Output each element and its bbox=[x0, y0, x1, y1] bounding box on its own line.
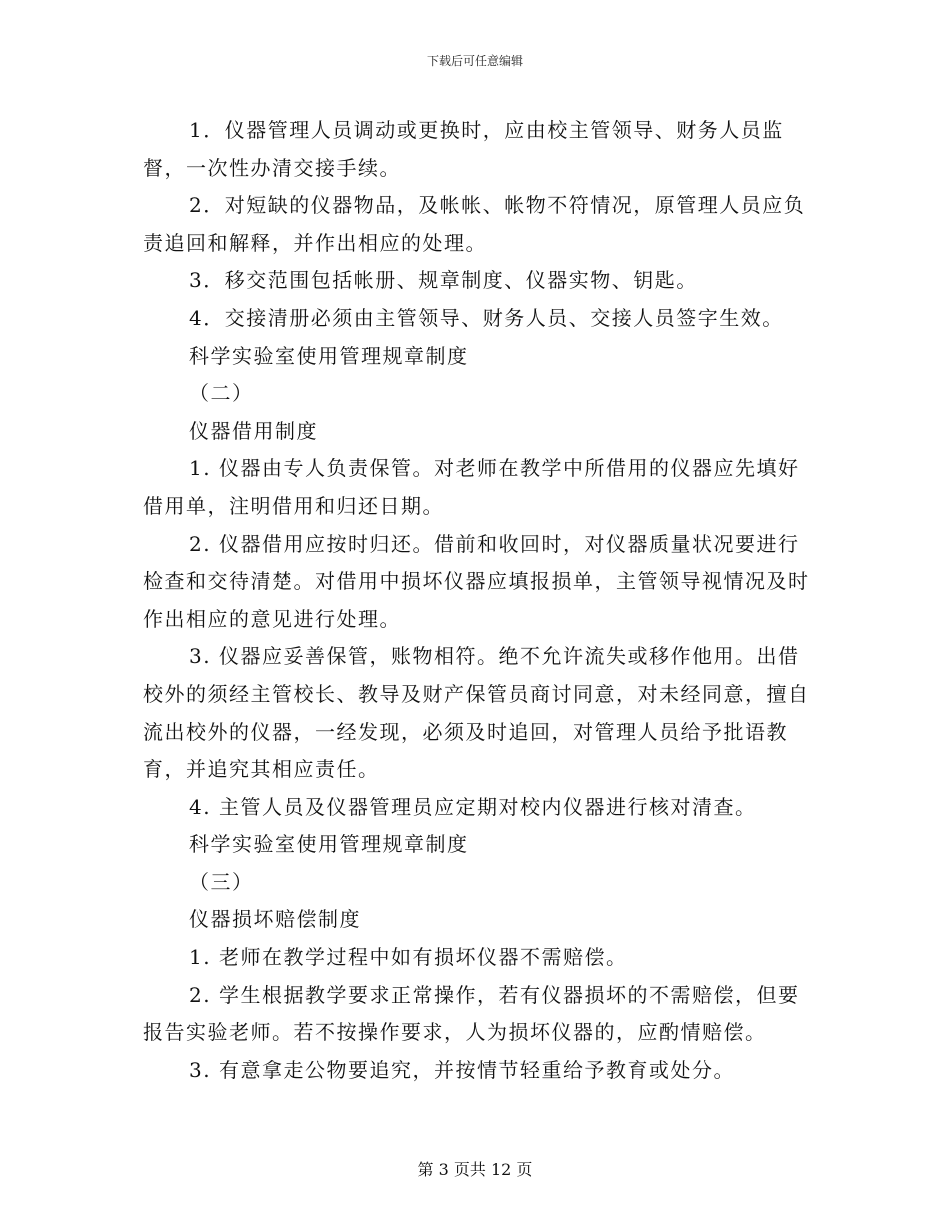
damage-item-2: 2. 学生根据教学要求正常操作，若有仪器损坏的不需赔偿，但要报告实验老师。若不按操作要求，人为损坏仪器的，应酌情赔偿。 bbox=[143, 982, 800, 1045]
section-two-subtitle: 仪器借用制度 bbox=[189, 418, 318, 443]
section-three-title: 科学实验室使用管理规章制度 bbox=[189, 832, 469, 857]
handover-item-3: 3．移交范围包括帐册、规章制度、仪器实物、钥匙。 bbox=[189, 268, 698, 293]
borrow-item-1: 1. 仪器由专人负责保管。对老师在教学中所借用的仪器应先填好借用单，注明借用和归还日期。 bbox=[143, 456, 800, 518]
borrow-item-3: 3. 仪器应妥善保管，账物相符。绝不允许流失或移作他用。出借校外的须经主管校长、教导及财产保管员商讨同意，对未经同意，擅自流出校外的仪器，一经发现，必须及时追回，对管理人员给予批语教育，并追究其相应责任。 bbox=[143, 644, 810, 782]
page-header-note: 下载后可任意编辑 bbox=[426, 54, 523, 68]
section-two-number: （二） bbox=[189, 381, 254, 406]
damage-item-3: 3. 有意拿走公物要追究，并按情节轻重给予教育或处分。 bbox=[189, 1057, 735, 1082]
borrow-item-2: 2. 仪器借用应按时归还。借前和收回时，对仪器质量状况要进行检查和交待清楚。对借用中损坏仪器应填报损单，主管领导视情况及时作出相应的意见进行处理。 bbox=[143, 531, 810, 631]
damage-item-1: 1. 老师在教学过程中如有损坏仪器不需赔偿。 bbox=[189, 945, 628, 970]
handover-item-1: 1．仪器管理人员调动或更换时，应由校主管领导、财务人员监督，一次性办清交接手续。 bbox=[143, 118, 784, 180]
section-three-number: （三） bbox=[189, 869, 254, 894]
section-three-subtitle: 仪器损坏赔偿制度 bbox=[189, 907, 361, 932]
page-number-footer: 第 3 页共 12 页 bbox=[417, 1160, 533, 1179]
borrow-item-4: 4. 主管人员及仪器管理员应定期对校内仪器进行核对清查。 bbox=[189, 794, 757, 819]
handover-item-2: 2．对短缺的仪器物品，及帐帐、帐物不符情况，原管理人员应负责追回和解释，并作出相应的处理。 bbox=[143, 193, 806, 255]
section-two-title: 科学实验室使用管理规章制度 bbox=[189, 343, 469, 368]
document-body bbox=[143, 112, 813, 1089]
handover-item-4: 4．交接清册必须由主管领导、财务人员、交接人员签字生效。 bbox=[189, 305, 784, 330]
